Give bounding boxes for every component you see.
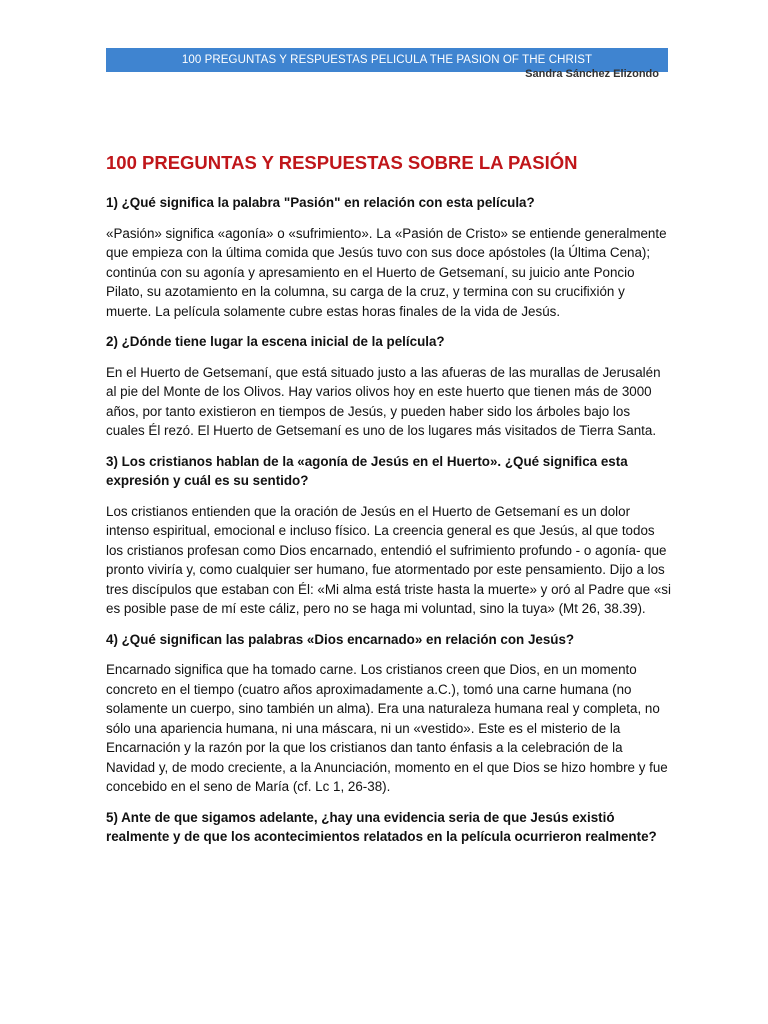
header-title: 100 PREGUNTAS Y RESPUESTAS PELICULA THE PASION OF THE CHRIST <box>181 54 593 66</box>
question-5: 5) Ante de que sigamos adelante, ¿hay una evidencia seria de que Jesús existió realmente y de que los acontecimientos relatados en la película ocurrieron realmente? <box>106 809 657 844</box>
answer-3: Los cristianos entienden que la oración de Jesús en el Huerto de Getsemaní es un dolor intenso espiritual, emocional e incluso físico. La creencia general es que Jesús, al que todos los cristianos profesan como Dios encarnado, entendió el sufrimiento profundo - o agonía- que pronto viviría y, como cualquier ser humano, fue atormentado por este pensamiento. Dijo a los tres discípulos que estaban con Él: «Mi alma está triste hasta la muerte» y oró al Padre que «si es posible pase de mí este cáliz, pero no se haga mi voluntad, sino la tuya» (Mt 26, 38.39). <box>106 503 671 616</box>
question-4: 4) ¿Qué significan las palabras «Dios encarnado» en relación con Jesús? <box>106 631 575 647</box>
document-title: 100 PREGUNTAS Y RESPUESTAS SOBRE LA PASIÓN <box>106 152 578 173</box>
question-1: 1) ¿Qué significa la palabra "Pasión" en relación con esta película? <box>106 195 535 210</box>
question-3: 3) Los cristianos hablan de la «agonía de Jesús en el Huerto». ¿Qué significa esta expresión y cuál es su sentido? <box>106 453 628 488</box>
answer-1: «Pasión» significa «agonía» o «sufrimiento». La «Pasión de Cristo» se entiende generalmente que empieza con la última comida que Jesús tuvo con sus doce apóstoles (la Última Cena); continúa con su agonía y apresamiento en el Huerto de Getsemaní, su juicio ante Poncio Pilato, su azotamiento en la columna, su carga de la cruz, y termina con su crucifixión y muerte. La película solamente cubre estas horas finales de la vida de Jesús. <box>106 225 667 319</box>
answer-2: En el Huerto de Getsemaní, que está situado justo a las afueras de las murallas de Jerusalén al pie del Monte de los Olivos. Hay varios olivos hoy en este huerto que tienen más de 3000 años, por tanto existieron en tiempos de Jesús, y pueden haber sido los árboles bajo los cuales Él rezó. El Huerto de Getsemaní es uno de los lugares más visitados de Tierra Santa. <box>106 364 661 438</box>
question-2: 2) ¿Dónde tiene lugar la escena inicial de la película? <box>106 334 445 349</box>
header-author: Sandra Sánchez Elizondo <box>525 68 659 78</box>
answer-4: Encarnado significa que ha tomado carne. Los cristianos creen que Dios, en un momento concreto en el tiempo (cuatro años aproximadamente a.C.), tomó una carne humana (no solamente un cuerpo, sino también un alma). Era una naturaleza humana real y completa, no sólo una apariencia humana, ni una máscara, ni un «vestido». Este es el misterio de la Encarnación y la razón por la que los cristianos dan tanto énfasis a la celebración de la Navidad y, de modo creciente, a la Anunciación, momento en el que Dios se hizo hombre y fue concebido en el seno de María (cf. Lc 1, 26-38). <box>106 662 668 794</box>
document-body <box>106 150 672 858</box>
